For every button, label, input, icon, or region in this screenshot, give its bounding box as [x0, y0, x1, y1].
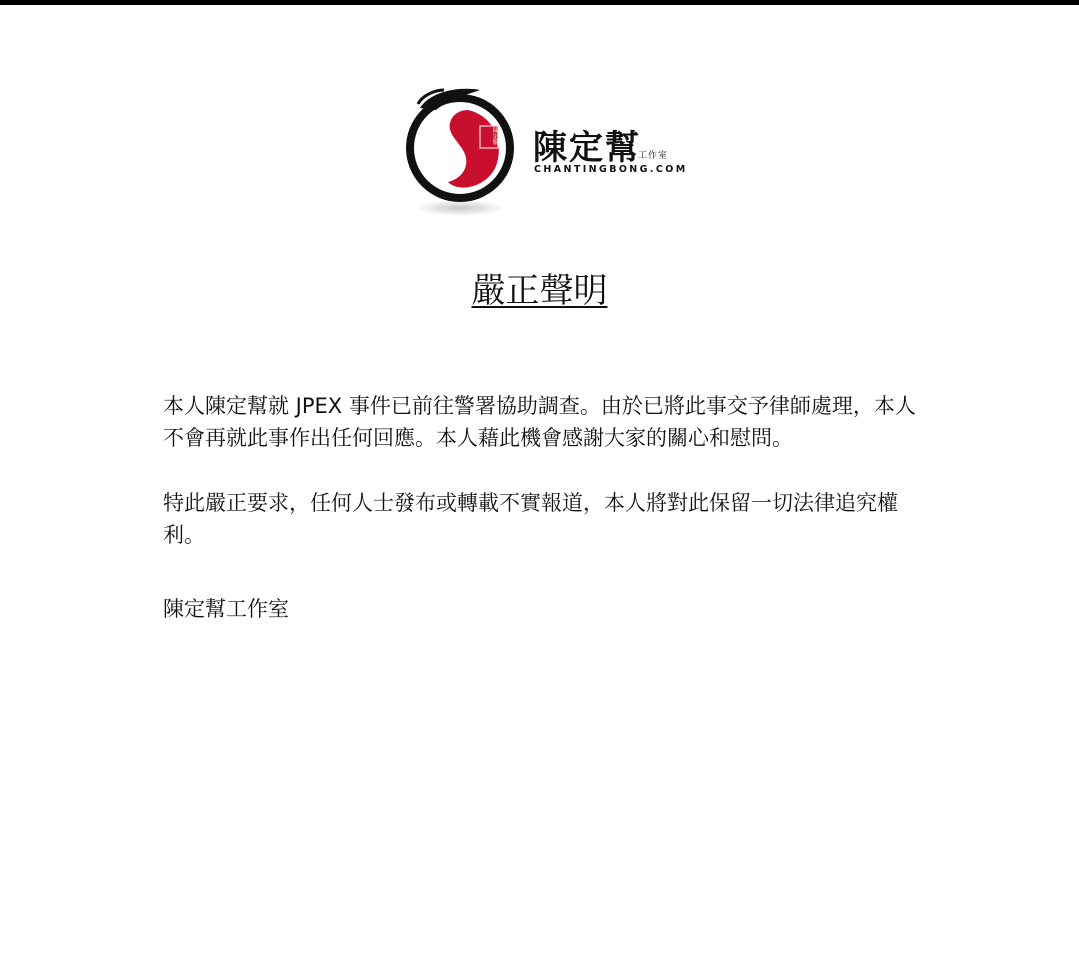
signature: 陳定幫工作室: [163, 597, 289, 621]
logo-studio: 工作室: [638, 151, 669, 161]
logo-stamp: 陳定幫: [491, 127, 498, 145]
statement-paragraph: 特此嚴正要求，任何人士發布或轉載不實報道，本人將對此保留一切法律追究權利。: [163, 491, 898, 547]
brand-logo: [400, 82, 690, 222]
page-title: 嚴正聲明: [471, 271, 608, 311]
statement-paragraph: 本人陳定幫就 JPEX 事件已前往警署協助調查。由於已將此事交予律師處理，本人不會再就此事作出任何回應。本人藉此機會感謝大家的關心和慰問。: [163, 394, 916, 450]
top-border: [0, 0, 1079, 5]
logo-domain: CHANTINGBONG.COM: [534, 164, 688, 175]
logo-name: 陳定幫: [533, 128, 641, 168]
